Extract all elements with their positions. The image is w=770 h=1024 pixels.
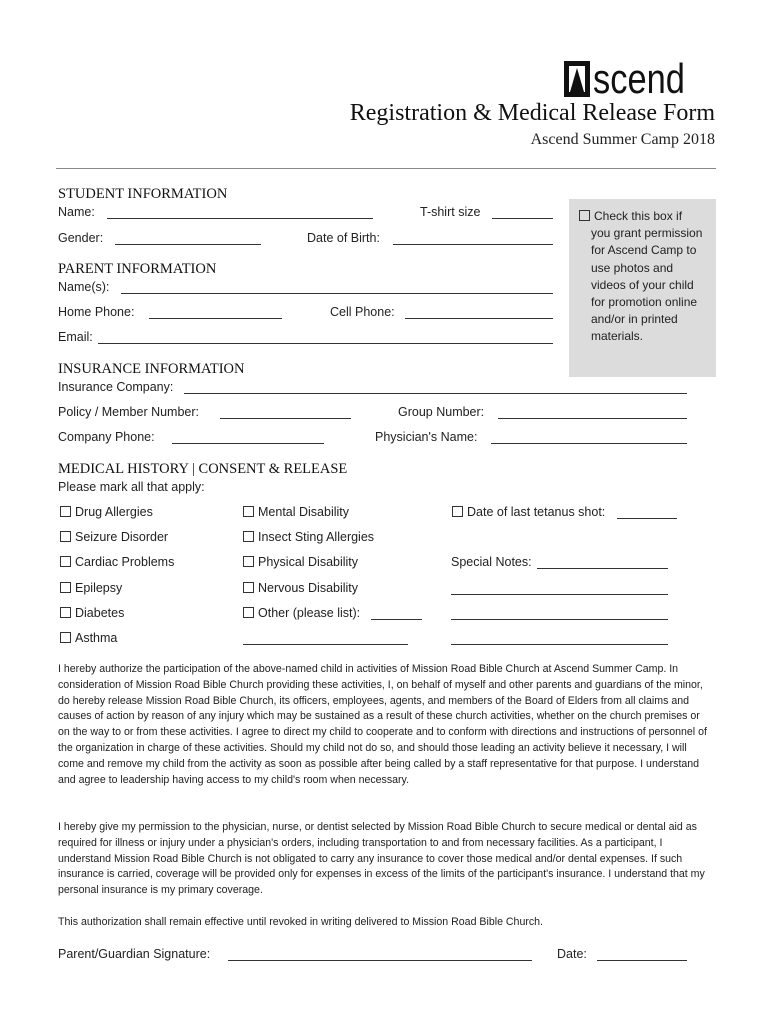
condition-label: Nervous Disability — [258, 581, 359, 595]
cell-phone-label: Cell Phone: — [330, 305, 395, 319]
group-number-label: Group Number: — [398, 405, 485, 419]
policy-number-field[interactable] — [220, 406, 351, 419]
signature-date-field[interactable] — [597, 948, 687, 961]
header-divider — [56, 168, 716, 169]
checkbox[interactable] — [243, 556, 254, 567]
condition-label: Epilepsy — [75, 581, 123, 595]
condition-mental-disability[interactable] — [243, 505, 349, 519]
condition-insect-sting-allergies[interactable] — [243, 530, 374, 544]
special-notes-line-2[interactable] — [451, 582, 668, 595]
checkbox[interactable] — [452, 506, 463, 517]
condition-drug-allergies[interactable] — [60, 505, 153, 519]
gender-label: Gender: — [58, 231, 104, 245]
condition-label: Other (please list): — [258, 606, 361, 620]
policy-number-label: Policy / Member Number: — [58, 405, 200, 419]
checkbox[interactable] — [60, 556, 71, 567]
parent-info-heading: PARENT INFORMATION — [58, 261, 217, 277]
group-number-field[interactable] — [498, 406, 687, 419]
authorization-paragraph: I hereby authorize the participation of the above-named child in activities of Mission Road Bible Church at Ascend Summer Camp. In consideration of Mission Road Bible Church providing these activities, I, on behalf of myself and other parents and guardians of the minor, do hereby release Mission Road Bible Church, its officers, employees, agents, and members of the Board of Elders from all claims and causes of action by reason of any injury which may be sustained as a result of these church activities, whether on the church premises or on the way to or from these activities. I agree to direct my child to cooperate and to conform with directions and instructions of personnel of the organization in charge of these activities. Should my child not do so, and should those leading an activity believe it necessary, I will come and remove my child from the activity as soon as possible after being called by a staff representative for that purpose. I understand and agree to leadership having access to my child's room when necessary. — [58, 663, 707, 786]
special-notes-line-4[interactable] — [451, 632, 668, 645]
other-condition-field[interactable] — [371, 607, 422, 620]
medical-instruction: Please mark all that apply: — [58, 480, 205, 494]
condition-label: Mental Disability — [258, 505, 350, 519]
checkbox[interactable] — [60, 531, 71, 542]
checkbox[interactable] — [243, 531, 254, 542]
checkbox[interactable] — [243, 506, 254, 517]
condition-nervous-disability[interactable] — [243, 581, 358, 595]
condition-diabetes[interactable] — [60, 606, 124, 620]
condition-cardiac-problems[interactable] — [60, 555, 174, 569]
insurance-company-label: Insurance Company: — [58, 380, 174, 394]
checkbox[interactable] — [243, 607, 254, 618]
condition-label: Seizure Disorder — [75, 530, 169, 544]
photo-consent-first-line: Check this box if — [594, 209, 683, 223]
tetanus-date-field[interactable] — [617, 506, 677, 519]
email-field[interactable] — [98, 331, 553, 344]
condition-label: Asthma — [75, 631, 118, 645]
logo-text: scend — [593, 55, 685, 102]
special-notes-label: Special Notes: — [451, 555, 532, 569]
condition-epilepsy[interactable] — [60, 581, 122, 595]
ascend-logo — [564, 56, 713, 100]
condition-physical-disability[interactable] — [243, 555, 358, 569]
checkbox[interactable] — [243, 582, 254, 593]
other-condition-field-2[interactable] — [243, 632, 408, 645]
company-phone-field[interactable] — [172, 431, 324, 444]
checkbox[interactable] — [60, 607, 71, 618]
ascend-logo-mark-icon — [564, 61, 590, 97]
medical-permission-paragraph: I hereby give my permission to the physician, nurse, or dentist selected by Mission Road Bible Church to secure medical or dental aid as required for illness or injury under a physician's orders, including transportation to and from necessary facilities. As a participant, I understand Mission Road Bible Church is not obligated to carry any insurance to cover those medical and/or dental expenses. If such insurance is carried, coverage will be provided only for expenses in excess of the limits of the participant's insurance. I understand that my personal insurance is my primary coverage. — [58, 821, 705, 897]
tetanus-label: Date of last tetanus shot: — [467, 505, 606, 519]
condition-seizure-disorder[interactable] — [60, 530, 168, 544]
medical-history-heading: MEDICAL HISTORY | CONSENT & RELEASE — [58, 461, 348, 477]
photo-consent-checkbox[interactable] — [579, 210, 590, 221]
company-phone-label: Company Phone: — [58, 430, 155, 444]
photo-consent-box — [569, 199, 716, 377]
cell-phone-field[interactable] — [405, 306, 553, 319]
condition-other[interactable] — [243, 606, 360, 620]
student-name-field[interactable] — [107, 206, 373, 219]
dob-label: Date of Birth: — [307, 231, 380, 245]
condition-label: Drug Allergies — [75, 505, 153, 519]
gender-field[interactable] — [115, 232, 261, 245]
physician-name-label: Physician's Name: — [375, 430, 478, 444]
photo-consent-text: you grant permission for Ascend Camp to use photos and videos of your child for promotion online and/or in printed materials. — [591, 226, 703, 344]
date-label: Date: — [557, 947, 587, 961]
signature-label: Parent/Guardian Signature: — [58, 947, 211, 961]
checkbox[interactable] — [60, 506, 71, 517]
parent-names-field[interactable] — [121, 281, 553, 294]
authorization-effective-paragraph: This authorization shall remain effective until revoked in writing delivered to Mission Road Bible Church. — [58, 916, 544, 928]
form-title: Registration & Medical Release Form — [349, 100, 715, 126]
insurance-company-field[interactable] — [184, 381, 687, 394]
checkbox[interactable] — [60, 582, 71, 593]
condition-label: Insect Sting Allergies — [258, 530, 375, 544]
tetanus-shot[interactable] — [452, 505, 605, 519]
condition-label: Cardiac Problems — [75, 555, 175, 569]
special-notes-line-3[interactable] — [451, 607, 668, 620]
physician-name-field[interactable] — [491, 431, 687, 444]
tshirt-size-field[interactable] — [492, 206, 553, 219]
student-name-label: Name: — [58, 205, 95, 219]
insurance-info-heading: INSURANCE INFORMATION — [58, 361, 245, 377]
signature-field[interactable] — [228, 948, 532, 961]
form-subtitle: Ascend Summer Camp 2018 — [530, 131, 715, 148]
email-label: Email: — [58, 330, 93, 344]
home-phone-label: Home Phone: — [58, 305, 135, 319]
checkbox[interactable] — [60, 632, 71, 643]
home-phone-field[interactable] — [149, 306, 282, 319]
condition-label: Diabetes — [75, 606, 125, 620]
special-notes-field[interactable] — [537, 556, 668, 569]
condition-asthma[interactable] — [60, 631, 117, 645]
condition-label: Physical Disability — [258, 555, 359, 569]
dob-field[interactable] — [393, 232, 553, 245]
student-info-heading: STUDENT INFORMATION — [58, 186, 228, 202]
tshirt-size-label: T-shirt size — [420, 205, 481, 219]
parent-names-label: Name(s): — [58, 280, 110, 294]
